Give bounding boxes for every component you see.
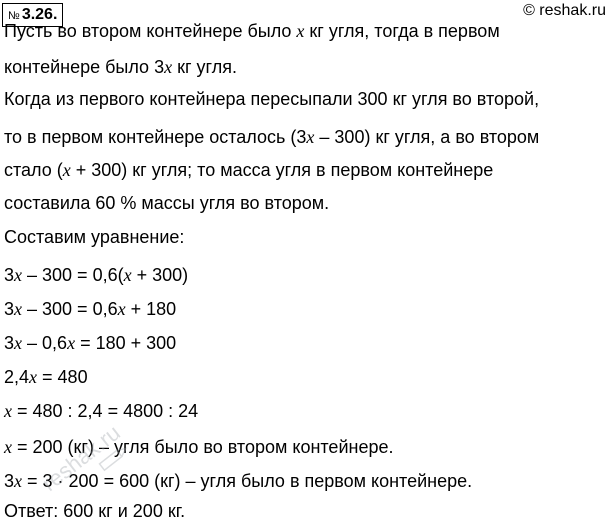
text-line	[4, 262, 188, 288]
variable: x	[306, 127, 315, 147]
text-segment: то в первом контейнере осталось (3	[4, 127, 307, 147]
variable: x	[29, 367, 38, 387]
variable: x	[67, 333, 76, 353]
text-line	[4, 498, 185, 524]
text-segment: кг угля, тогда в первом	[304, 21, 500, 41]
text-segment: – 0,6	[22, 333, 68, 353]
text-segment: стало (	[4, 160, 63, 180]
site-watermark-label: © reshak.ru	[523, 2, 606, 19]
variable: x	[296, 21, 305, 41]
number-sign: №	[8, 10, 20, 22]
text-segment: – 300 = 0,6	[22, 299, 118, 319]
text-line	[4, 54, 237, 80]
text-segment: контейнере было 3	[4, 57, 165, 77]
text-segment: Ответ: 600 кг и 200 кг.	[4, 501, 186, 521]
text-segment: Пусть во втором контейнере было	[4, 21, 297, 41]
text-segment: = 480	[37, 367, 88, 387]
text-segment: 3	[4, 333, 15, 353]
variable: x	[14, 265, 23, 285]
text-line	[4, 434, 393, 460]
text-line	[4, 364, 88, 390]
text-line	[4, 296, 176, 322]
text-line	[4, 18, 500, 44]
text-segment: кг угля.	[172, 57, 237, 77]
text-line	[4, 398, 198, 424]
text-segment: Когда из первого контейнера пересыпали 300 кг угля во второй,	[4, 89, 540, 109]
text-line	[4, 468, 472, 494]
text-segment: – 300 = 0,6(	[22, 265, 124, 285]
text-segment: 3	[4, 299, 15, 319]
variable: x	[4, 401, 12, 421]
text-line	[4, 224, 184, 250]
text-segment: Составим уравнение:	[4, 227, 185, 247]
watermark-text: reshak.ru	[37, 419, 125, 497]
text-segment: 2,4	[4, 367, 30, 387]
variable: x	[4, 437, 12, 457]
variable: x	[62, 160, 71, 180]
text-segment: составила 60 % массы угля во втором.	[4, 193, 330, 213]
text-segment: + 300)	[131, 265, 189, 285]
variable: x	[164, 57, 173, 77]
variable: x	[123, 265, 132, 285]
text-line	[4, 86, 539, 112]
variable: x	[14, 471, 23, 491]
variable: x	[117, 299, 126, 319]
text-line	[4, 190, 329, 216]
text-segment: = 180 + 300	[75, 333, 177, 353]
text-segment: 3	[4, 265, 15, 285]
text-segment: 3	[4, 471, 15, 491]
variable: x	[14, 299, 23, 319]
text-segment: = 480 : 2,4 = 4800 : 24	[12, 401, 199, 421]
text-segment: = 3 · 200 = 600 (кг) – угля было в первом контейнере.	[22, 471, 473, 491]
text-segment: + 180	[125, 299, 177, 319]
text-line	[4, 330, 176, 356]
problem-number: 3.26.	[21, 6, 58, 23]
text-segment: = 200 (кг) – угля было во втором контейнере.	[12, 437, 394, 457]
text-segment: – 300) кг угля, а во втором	[314, 127, 540, 147]
text-line	[4, 157, 493, 183]
variable: x	[14, 333, 23, 353]
text-line	[4, 124, 539, 150]
text-segment: + 300) кг угля; то масса угля в первом контейнере	[70, 160, 494, 180]
